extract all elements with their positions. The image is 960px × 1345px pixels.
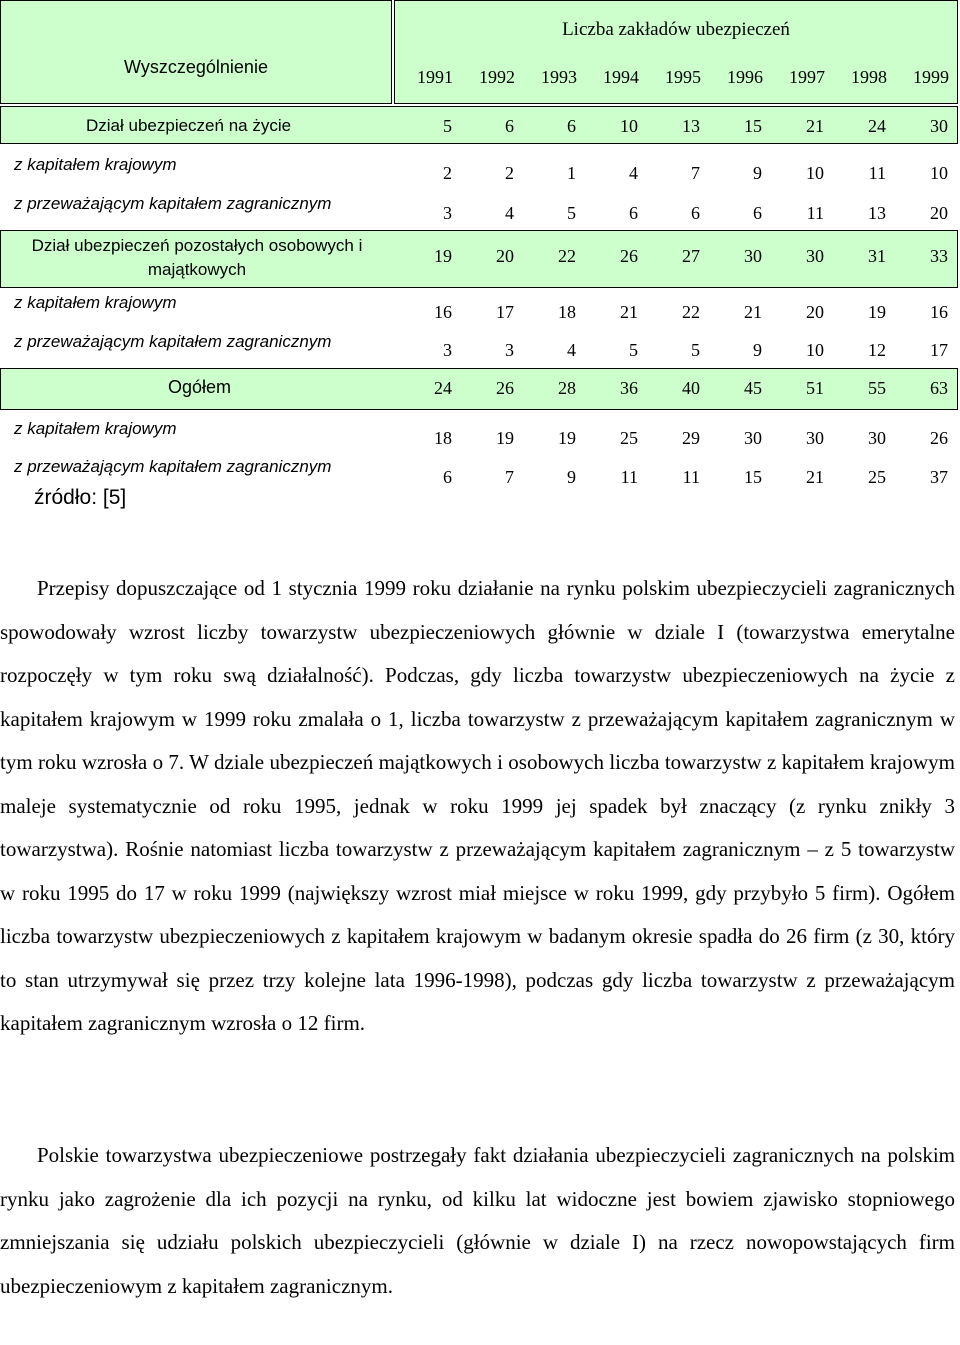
table-cell: 33 xyxy=(930,246,948,266)
row-label-other xyxy=(0,234,394,282)
table-cell: 6 xyxy=(567,116,576,136)
table-cell: 21 xyxy=(744,302,762,322)
table-cell: 5 xyxy=(629,340,638,360)
table-cell: 45 xyxy=(744,378,762,398)
table-cell: 19 xyxy=(558,428,576,448)
table-cell: 7 xyxy=(691,163,700,183)
paragraph-text: Polskie towarzystwa ubezpieczeniowe postrzegały fakt działania ubezpieczycieli zagranicznych na polskim rynku jako zagrożenie dla ich pozycji na rynku, od kilku lat widoczne jest bowiem zjawisko stopniowego zmniejszania się udziału polskich ubezpieczycieli (głównie w dziale I) na rzecz nowopowstających firm ubezpieczeniowym z kapitałem zagranicznym. xyxy=(0,1143,955,1298)
table-cell: 15 xyxy=(744,467,762,487)
table-cell: 51 xyxy=(806,378,824,398)
table-cell: 2 xyxy=(505,163,514,183)
row-label-foreign: z przeważającym kapitałem zagranicznym xyxy=(14,194,332,213)
table-cell: 6 xyxy=(753,203,762,223)
table-cell: 21 xyxy=(806,116,824,136)
table-cell: 36 xyxy=(620,378,638,398)
table-cell: 10 xyxy=(930,163,948,183)
table-cell: 22 xyxy=(682,302,700,322)
table-cell: 15 xyxy=(744,116,762,136)
year-header: 1999 xyxy=(913,67,949,87)
year-header: 1998 xyxy=(851,67,887,87)
header-label-cell xyxy=(0,0,392,104)
table-cell: 4 xyxy=(567,340,576,360)
row-label-foreign: z przeważającym kapitałem zagranicznym xyxy=(14,457,332,476)
table-cell: 30 xyxy=(806,246,824,266)
paragraph xyxy=(0,1134,955,1308)
table-cell: 2 xyxy=(443,163,452,183)
table-cell: 11 xyxy=(620,467,638,487)
table-cell: 29 xyxy=(682,428,700,448)
table-cell: 9 xyxy=(753,340,762,360)
header-title: Liczba zakładów ubezpieczeń xyxy=(562,19,790,40)
year-header: 1996 xyxy=(727,67,763,87)
table-cell: 9 xyxy=(567,467,576,487)
table-cell: 6 xyxy=(691,203,700,223)
table-cell: 10 xyxy=(806,163,824,183)
table-cell: 30 xyxy=(930,116,948,136)
paragraph-text: Przepisy dopuszczające od 1 stycznia 1999 roku działanie na rynku polskim ubezpieczycieli zagranicznych spowodowały wzrost liczby towarzystw ubezpieczeniowych głównie w dziale I (towarzystwa emerytalne rozpoczęły w tym roku swą działalność). Podczas, gdy liczba towarzystw ubezpieczeniowych na życie z kapitałem krajowym w 1999 roku zmalała o 1, liczba towarzystw z przeważającym kapitałem zagranicznym w tym roku wzrosła o 7. W dziale ubezpieczeń majątkowych i osobowych liczba towarzystw z kapitałem krajowym maleje systematycznie od roku 1995, jednak w roku 1999 jej spadek był znaczący (z rynku znikły 3 towarzystwa). Rośnie natomiast liczba towarzystw z przeważającym kapitałem zagranicznym – z 5 towarzystw w roku 1995 do 17 w roku 1999 (największy wzrost miał miejsce w roku 1999, gdy przybyło 5 firm). Ogółem liczba towarzystw ubezpieczeniowych z kapitałem krajowym w badanym okresie spadła do 26 firm (z 30, który to stan utrzymywał się przez trzy kolejne lata 1996-1998), podczas gdy liczba towarzystw z przeważającym kapitałem zagranicznym wzrosła o 12 firm. xyxy=(0,576,955,1035)
table-cell: 21 xyxy=(620,302,638,322)
table-cell: 30 xyxy=(744,246,762,266)
table-cell: 20 xyxy=(496,246,514,266)
table-cell: 26 xyxy=(930,428,948,448)
year-header: 1992 xyxy=(479,67,515,87)
table-cell: 25 xyxy=(620,428,638,448)
table-cell: 37 xyxy=(930,467,948,487)
paragraph xyxy=(0,567,955,1046)
row-label-domestic: z kapitałem krajowym xyxy=(14,419,177,438)
table-cell: 30 xyxy=(744,428,762,448)
table-cell: 31 xyxy=(868,246,886,266)
table-cell: 55 xyxy=(868,378,886,398)
table-cell: 5 xyxy=(443,116,452,136)
table-cell: 16 xyxy=(930,302,948,322)
row-label-foreign: z przeważającym kapitałem zagranicznym xyxy=(14,332,332,351)
table-cell: 24 xyxy=(434,378,452,398)
year-header: 1991 xyxy=(417,67,453,87)
table-cell: 18 xyxy=(558,302,576,322)
table-cell: 22 xyxy=(558,246,576,266)
table-cell: 20 xyxy=(806,302,824,322)
table-cell: 7 xyxy=(505,467,514,487)
table-cell: 19 xyxy=(434,246,452,266)
table-cell: 16 xyxy=(434,302,452,322)
table-cell: 3 xyxy=(443,340,452,360)
table-cell: 28 xyxy=(558,378,576,398)
table-cell: 5 xyxy=(691,340,700,360)
table-cell: 20 xyxy=(930,203,948,223)
table-cell: 6 xyxy=(505,116,514,136)
table-cell: 18 xyxy=(434,428,452,448)
table-cell: 3 xyxy=(443,203,452,223)
year-header: 1993 xyxy=(541,67,577,87)
year-header: 1997 xyxy=(789,67,825,87)
table-cell: 9 xyxy=(753,163,762,183)
table-cell: 13 xyxy=(868,203,886,223)
table-cell: 26 xyxy=(620,246,638,266)
table-cell: 11 xyxy=(868,163,886,183)
table-cell: 12 xyxy=(868,340,886,360)
table-cell: 11 xyxy=(682,467,700,487)
table-cell: 63 xyxy=(930,378,948,398)
year-header: 1994 xyxy=(603,67,639,87)
table-source: źródło: [5] xyxy=(34,486,127,509)
table-cell: 10 xyxy=(806,340,824,360)
table-cell: 19 xyxy=(868,302,886,322)
table-cell: 21 xyxy=(806,467,824,487)
table-cell: 25 xyxy=(868,467,886,487)
table-cell: 27 xyxy=(682,246,700,266)
table-cell: 3 xyxy=(505,340,514,360)
table-cell: 17 xyxy=(496,302,514,322)
table-cell: 13 xyxy=(682,116,700,136)
table-cell: 4 xyxy=(505,203,514,223)
table-cell: 26 xyxy=(496,378,514,398)
table-cell: 6 xyxy=(443,467,452,487)
table-cell: 30 xyxy=(806,428,824,448)
table-cell: 40 xyxy=(682,378,700,398)
table-cell: 17 xyxy=(930,340,948,360)
table-cell: 1 xyxy=(567,163,576,183)
table-cell: 10 xyxy=(620,116,638,136)
table-cell: 5 xyxy=(567,203,576,223)
row-label-life: Dział ubezpieczeń na życie xyxy=(86,116,292,135)
table-cell: 4 xyxy=(629,163,638,183)
row-label-domestic: z kapitałem krajowym xyxy=(14,155,177,174)
row-label-other-line2: majątkowych xyxy=(147,260,247,279)
table-cell: 11 xyxy=(806,203,824,223)
row-label-total: Ogółem xyxy=(168,377,232,397)
row-label-other-line1: Dział ubezpieczeń pozostałych osobowych i xyxy=(31,236,363,255)
table-cell: 6 xyxy=(629,203,638,223)
row-label-domestic: z kapitałem krajowym xyxy=(14,293,177,312)
header-years-cell xyxy=(394,0,958,104)
year-header: 1995 xyxy=(665,67,701,87)
table-cell: 19 xyxy=(496,428,514,448)
table-cell: 30 xyxy=(868,428,886,448)
header-label: Wyszczególnienie xyxy=(124,57,268,77)
table-cell: 24 xyxy=(868,116,886,136)
